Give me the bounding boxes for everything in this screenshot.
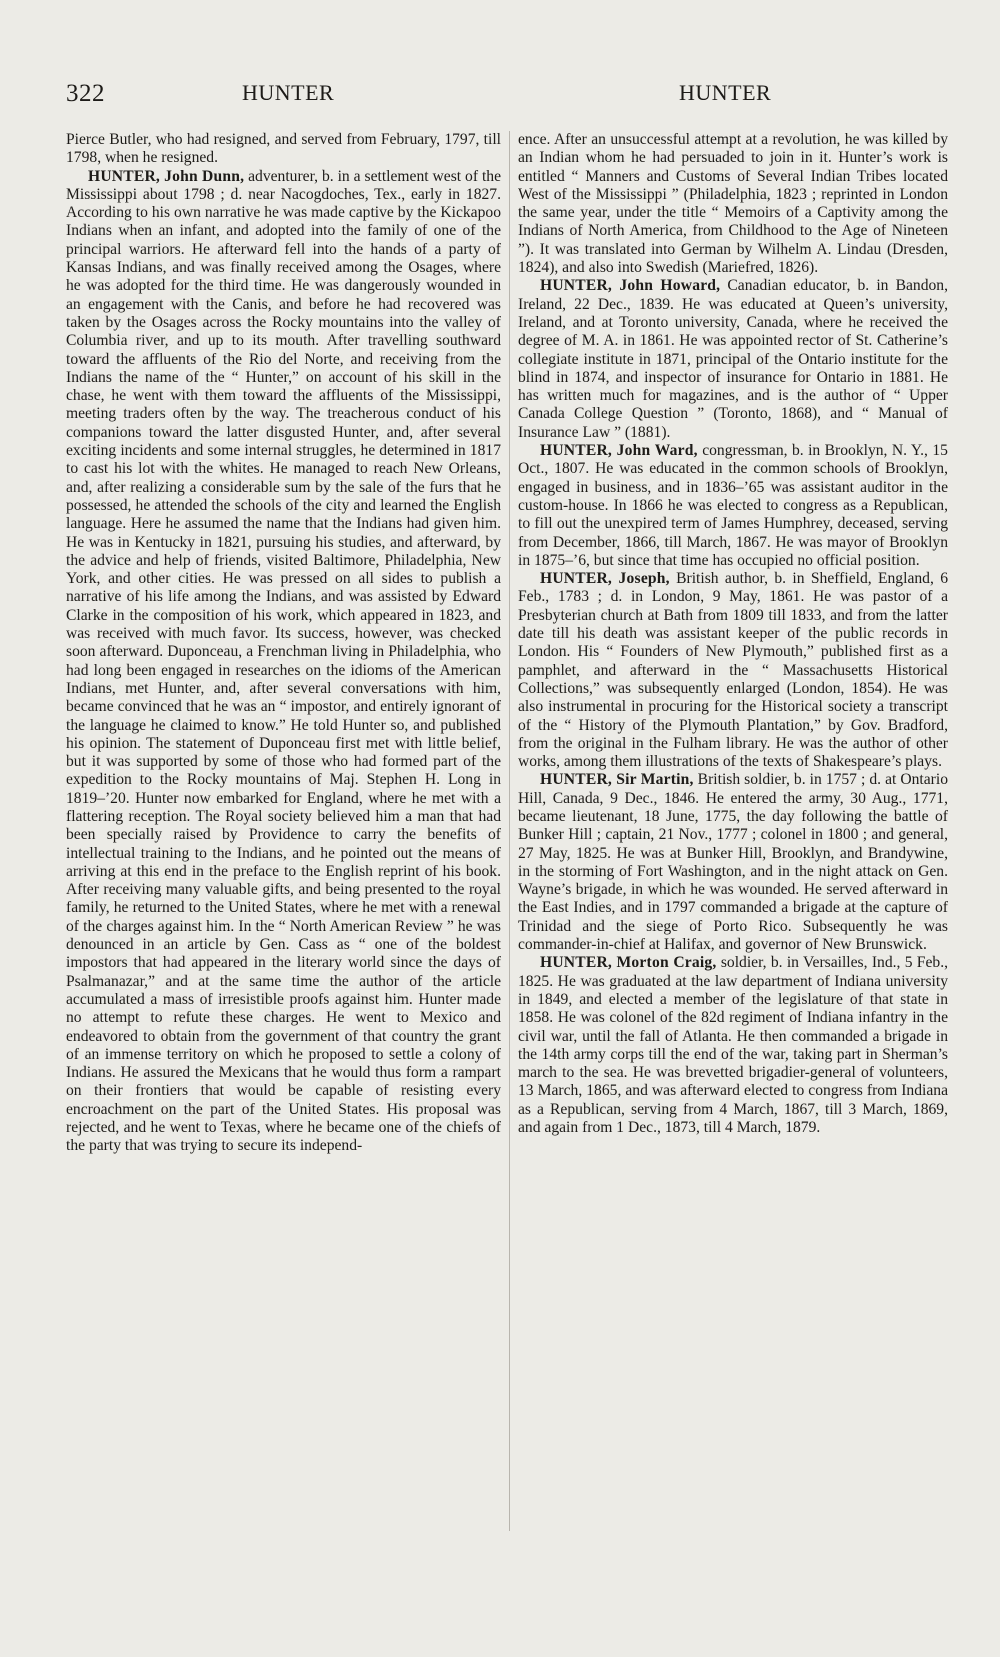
entry-john-howard bbox=[518, 277, 948, 442]
left-running-head: HUNTER bbox=[242, 80, 335, 105]
entry-heading: HUNTER, Sir Martin, bbox=[540, 771, 694, 789]
entry-sir-martin bbox=[518, 771, 948, 954]
entry-heading: HUNTER, Joseph, bbox=[540, 570, 670, 588]
column-divider bbox=[509, 131, 510, 1531]
entry-body: adventurer, b. in a settlement west of the Mississippi about 1798 ; d. near Nacogdoches, Tex., early in 1827. According to his own narrative he was made captive by the Kickapoo Indians when an infant, and adopted into the family of one of the principal warriors. He afterward fell into the hands of a party of Kansas Indians, and was finally received among the Osages, where he was adopted for the third time. He was dangerously wounded in an engagement with the Canis, and before he had recovered was taken by the Osages across the Rocky mountains into the valley of Columbia river, and up to its mouth. After travelling southward toward the affluents of the Rio del Norte, and receiving from the Indians the name of the “ Hunter,” on account of his skill in the chase, he went with them toward the affluents of the Mississippi, meeting traders often by the way. The treacherous conduct of his companions toward the latter disgusted Hunter, and, after several exciting incidents and some internal struggles, he determined in 1817 to cast his lot with the whites. He managed to reach New Orleans, and, after realizing a considerable sum by the sale of the furs that he possessed, he attended the schools of the city and learned the English language. Here he assumed the name that the Indians had given him. He was in Kentucky in 1821, pursuing his studies, and afterward, by the advice and help of friends, visited Baltimore, Philadelphia, New York, and other cities. He was pressed on all sides to publish a narrative of his life among the Indians, and was assisted by Edward Clarke in the composition of his work, which appeared in 1823, and was received with much favor. Its success, however, was checked soon afterward. Duponceau, a Frenchman living in Philadelphia, who had long been engaged in researches on the idioms of the American Indians, met Hunter, and, after several conversations with him, became convinced that he was an “ impostor, and entirely ignorant of the language he claimed to know.” He told Hunter so, and published his opinion. The statement of Duponceau first met with little belief, but it was supported by some of those who had formed part of the expedition to the Rocky mountains of Maj. Stephen H. Long in 1819–’20. Hunter now embarked for England, where he met with a flattering reception. The Royal society believed him a man that had been specially raised by Providence to carry the benefits of intellectual training to the Indians, and he pointed out the means of arriving at this end in the preface to the English reprint of his book. After receiving many valuable gifts, and being presented to the royal family, he returned to the United States, where he met with a renewal of the charges against him. In the “ North American Review ” he was denounced in an article by Gen. Cass as “ one of the boldest impostors that had appeared in the literary world since the days of Psalmanazar,” and at the same time the author of the article accumulated a mass of irresistible proofs against him. Hunter made no attempt to refute these charges. He went to Mexico and endeavored to obtain from the government of that country the grant of an immense territory on which he proposed to settle a colony of Indians. He assured the Mexicans that he would thus form a rampart on their frontiers that would be capable of resisting every encroachment on the part of the United States. His proposal was rejected, and he went to Texas, where he became one of the chiefs of the party that was trying to secure its independ- bbox=[66, 167, 501, 1155]
entry-heading: HUNTER, John Ward, bbox=[540, 442, 698, 460]
entry-body: British author, b. in Sheffield, England, 6 Feb., 1783 ; d. in London, 9 May, 1861. He was pastor of a Presbyterian church at Bath from 1809 till 1833, and from the latter date till his death was assistant keeper of the public records in London. His “ Founders of New Plymouth,” published first as a pamphlet, and afterward in the “ Massachusetts Historical Collections,” was subsequently enlarged (London, 1854). He was also instrumental in procuring for the Historical society a transcript of the “ History of the Plymouth Plantation,” by Gov. Bradford, from the original in the Fulham library. He was the author of other works, among them illustrations of the texts of Shakespeare’s plays. bbox=[518, 570, 948, 771]
continuation-paragraph: Pierce Butler, who had resigned, and served from February, 1797, till 1798, when he resigned. bbox=[66, 131, 501, 167]
entry-heading: HUNTER, John Howard, bbox=[540, 277, 721, 295]
entry-body: Canadian educator, b. in Bandon, Ireland, 22 Dec., 1839. He was educated at Queen’s university, Ireland, and at Toronto university, Canada, where he received the degree of M. A. in 1861. He was appointed rector of St. Catherine’s collegiate institute in 1871, principal of the Ontario institute for the blind in 1874, and inspector of insurance for Ontario in 1881. He has written much for magazines, and is the author of “ Upper Canada College Question ” (Toronto, 1868), and “ Manual of Insurance Law ” (1881). bbox=[518, 277, 948, 441]
entry-john-ward bbox=[518, 442, 948, 570]
entry-heading: HUNTER, Morton Craig, bbox=[540, 954, 717, 972]
entry-heading: HUNTER, John Dunn, bbox=[88, 167, 245, 185]
right-running-head: HUNTER bbox=[679, 80, 772, 105]
entry-morton-craig bbox=[518, 954, 948, 1137]
page-number: 322 bbox=[66, 80, 105, 107]
left-column bbox=[66, 131, 501, 1156]
entry-joseph bbox=[518, 570, 948, 771]
continuation-paragraph: ence. After an unsuccessful attempt at a revolution, he was killed by an Indian whom he had persuaded to join in it. Hunter’s work is entitled “ Manners and Customs of Several Indian Tribes located West of the Mississippi ” (Philadelphia, 1823 ; reprinted in London the same year, under the title “ Memoirs of a Captivity among the Indians of North America, from Childhood to the Age of Nineteen ”). It was translated into German by Wilhelm A. Lindau (Dresden, 1824), and also into Swedish (Mariefred, 1826). bbox=[518, 131, 948, 277]
entry-john-dunn bbox=[66, 168, 501, 1156]
entry-body: British soldier, b. in 1757 ; d. at Ontario Hill, Canada, 9 Dec., 1846. He entered the army, 30 Aug., 1771, became lieutenant, 18 June, 1775, the day following the battle of Bunker Hill ; captain, 21 Nov., 1777 ; colonel in 1800 ; and general, 27 May, 1825. He was at Bunker Hill, Brooklyn, and Brandywine, in the storming of Fort Washington, and in the night attack on Gen. Wayne’s brigade, in which he was wounded. He served afterward in the East Indies, and in 1797 commanded a brigade at the capture of Trinidad and the siege of Porto Rico. Subsequently he was commander-in-chief at Halifax, and governor of New Brunswick. bbox=[518, 771, 949, 954]
page-header bbox=[66, 80, 938, 110]
entry-body: congressman, b. in Brooklyn, N. Y., 15 Oct., 1807. He was educated in the common schools of Brooklyn, engaged in business, and in 1836–’65 was assistant auditor in the custom-house. In 1866 he was elected to congress as a Republican, to fill out the unexpired term of James Humphrey, deceased, serving from December, 1866, till March, 1867. He was mayor of Brooklyn in 1875–’6, but since that time has occupied no official position. bbox=[518, 442, 948, 569]
right-column bbox=[518, 131, 948, 1137]
entry-body: soldier, b. in Versailles, Ind., 5 Feb., 1825. He was graduated at the law department of Indiana university in 1849, and elected a member of the legislature of that state in 1858. He was colonel of the 82d regiment of Indiana infantry in the civil war, until the fall of Atlanta. He then commanded a brigade in the 14th army corps till the end of the war, taking part in Sherman’s march to the sea. He was brevetted brigadier-general of volunteers, 13 March, 1865, and was afterward elected to congress from Indiana as a Republican, serving from 4 March, 1867, till 3 March, 1869, and again from 1 Dec., 1873, till 4 March, 1879. bbox=[518, 954, 948, 1137]
